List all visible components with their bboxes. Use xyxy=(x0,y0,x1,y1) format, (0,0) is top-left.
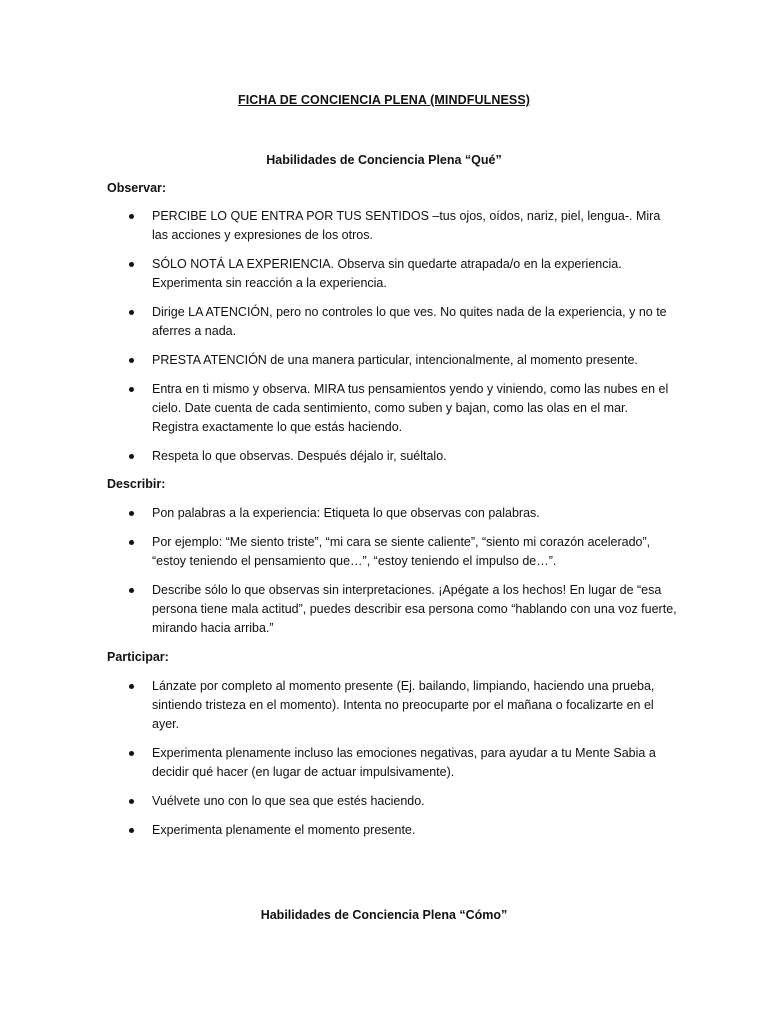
list-item: PERCIBE LO QUE ENTRA POR TUS SENTIDOS –tus ojos, oídos, nariz, piel, lengua-. Mira las acciones y expresiones de los otros. xyxy=(107,207,677,245)
bullet-icon xyxy=(129,511,134,516)
observar-list xyxy=(107,207,677,476)
list-item: Respeta lo que observas. Después déjalo ir, suéltalo. xyxy=(107,447,677,466)
bullet-icon xyxy=(129,214,134,219)
list-item: SÓLO NOTÁ LA EXPERIENCIA. Observa sin quedarte atrapada/o en la experiencia. Experimenta sin reacción a la experiencia. xyxy=(107,255,677,293)
list-item: Describe sólo lo que observas sin interpretaciones. ¡Apégate a los hechos! En lugar de “esa persona tiene mala actitud”, puedes describir esa persona como “hablando con una voz fuerte, mirando hacia arriba.” xyxy=(107,581,677,638)
list-item: Experimenta plenamente el momento presente. xyxy=(107,821,677,840)
bullet-icon xyxy=(129,310,134,315)
observar-label: Observar: xyxy=(107,181,167,195)
bullet-icon xyxy=(129,262,134,267)
describir-label: Describir: xyxy=(107,477,166,491)
list-item: Por ejemplo: “Me siento triste”, “mi cara se siente caliente”, “siento mi corazón acelerado”, “estoy teniendo el pensamiento que…”, “estoy teniendo el impulso de…”. xyxy=(107,533,677,571)
list-item: Entra en ti mismo y observa. MIRA tus pensamientos yendo y viniendo, como las nubes en el cielo. Date cuenta de cada sentimiento, como suben y bajan, como las olas en el mar. Registra exactamente lo que estás haciendo. xyxy=(107,380,677,437)
list-item: Vuélvete uno con lo que sea que estés haciendo. xyxy=(107,792,677,811)
participar-label: Participar: xyxy=(107,650,169,664)
bullet-icon xyxy=(129,540,134,545)
participar-list xyxy=(107,677,677,850)
bullet-icon xyxy=(129,588,134,593)
bullet-icon xyxy=(129,799,134,804)
bullet-icon xyxy=(129,358,134,363)
list-item: Experimenta plenamente incluso las emociones negativas, para ayudar a tu Mente Sabia a decidir qué hacer (en lugar de actuar impulsivamente). xyxy=(107,744,677,782)
list-item: Lánzate por completo al momento presente (Ej. bailando, limpiando, haciendo una prueba, sintiendo tristeza en el momento). Intenta no preocuparte por el mañana o focalizarte en el ayer. xyxy=(107,677,677,734)
list-item: Pon palabras a la experiencia: Etiqueta lo que observas con palabras. xyxy=(107,504,677,523)
describir-list xyxy=(107,504,677,648)
section-heading-como: Habilidades de Conciencia Plena “Cómo” xyxy=(260,908,508,922)
list-item: Dirige LA ATENCIÓN, pero no controles lo que ves. No quites nada de la experiencia, y no te aferres a nada. xyxy=(107,303,677,341)
document-title: FICHA DE CONCIENCIA PLENA (MINDFULNESS) xyxy=(237,93,531,107)
section-heading-que: Habilidades de Conciencia Plena “Qué” xyxy=(266,153,502,167)
list-item: PRESTA ATENCIÓN de una manera particular, intencionalmente, al momento presente. xyxy=(107,351,677,370)
bullet-icon xyxy=(129,751,134,756)
bullet-icon xyxy=(129,684,134,689)
bullet-icon xyxy=(129,828,134,833)
bullet-icon xyxy=(129,387,134,392)
bullet-icon xyxy=(129,454,134,459)
